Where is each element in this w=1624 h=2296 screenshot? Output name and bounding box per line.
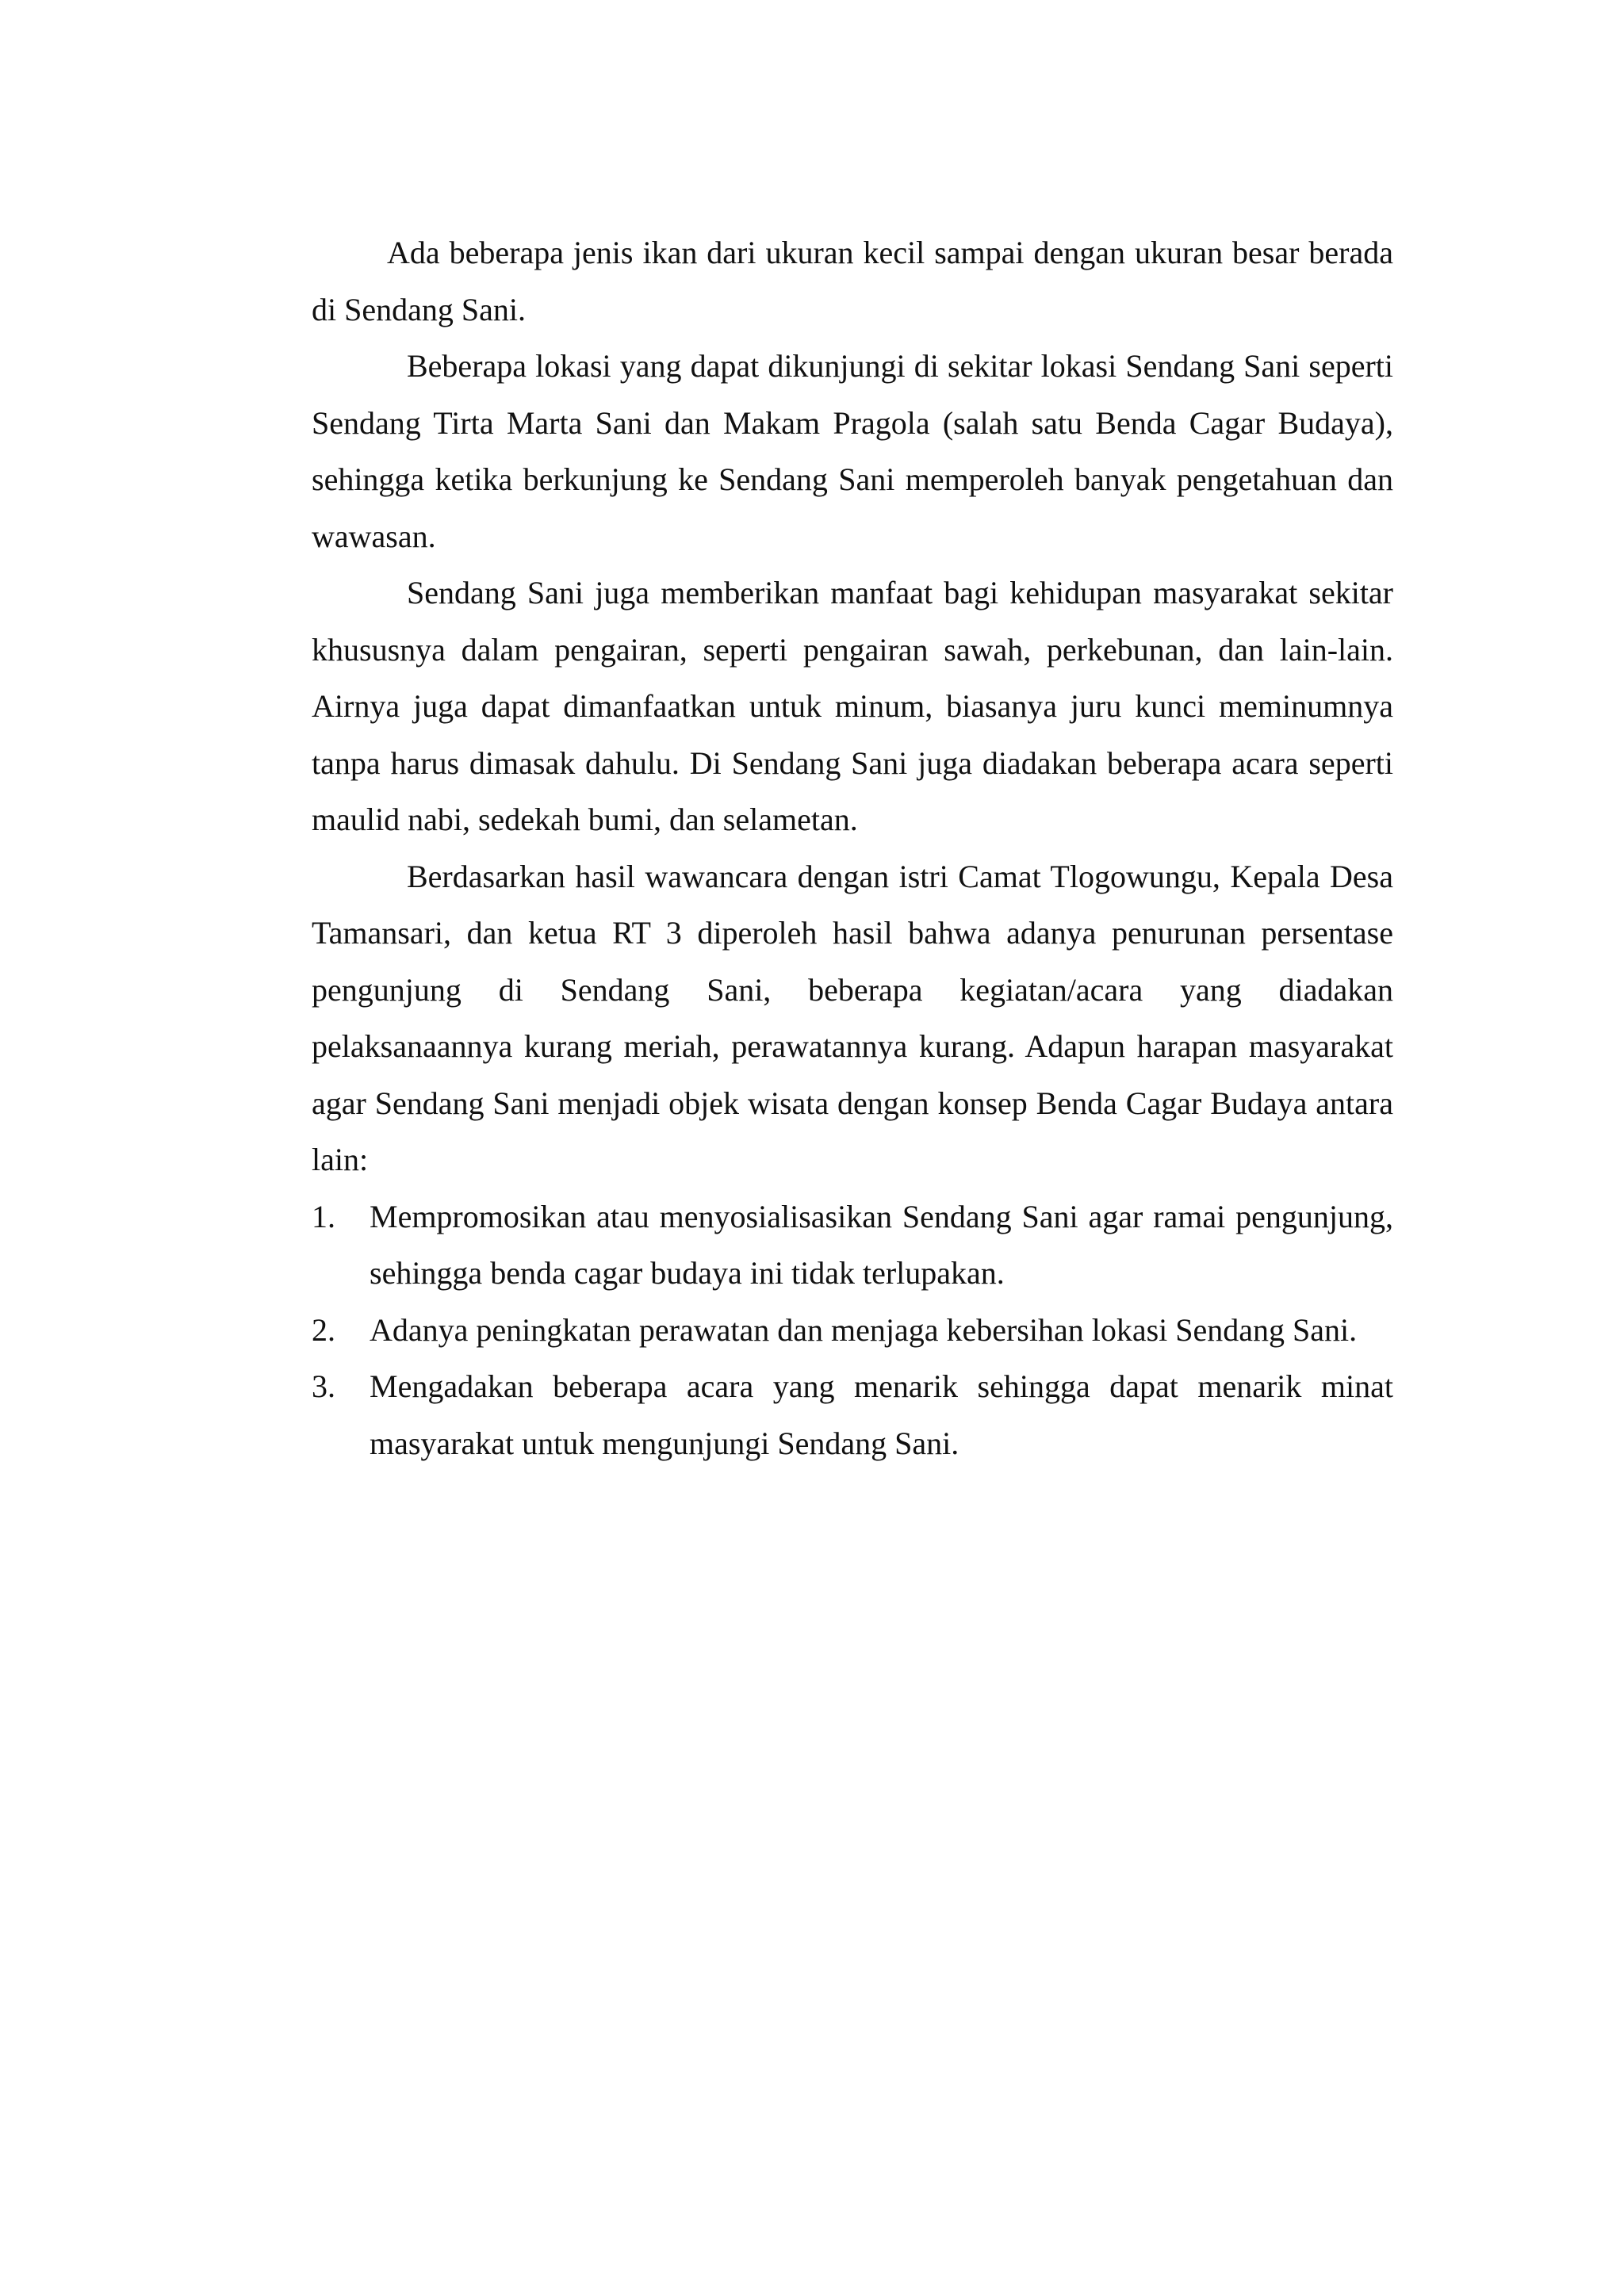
paragraph-fish: Ada beberapa jenis ikan dari ukuran kecil sampai dengan ukuran besar berada di Sendang Sani. [312,235,1393,327]
document-body [312,224,1393,1471]
list-item [312,1358,1393,1471]
list-item [312,1188,1393,1302]
list-text: Mengadakan beberapa acara yang menarik sehingga dapat menarik minat masyarakat untuk mengunjungi Sendang Sani. [370,1368,1393,1461]
paragraph-interview: Berdasarkan hasil wawancara dengan istri Camat Tlogowungu, Kepala Desa Tamansari, dan ketua RT 3 diperoleh hasil bahwa adanya penurunan persentase pengunjung di Sendang Sani, beberapa kegiatan/acara yang diadakan pelaksanaannya kurang meriah, perawatannya kurang. Adapun harapan masyarakat agar Sendang Sani menjadi objek wisata dengan konsep Benda Cagar Budaya antara lain: [312,858,1393,1177]
list-text: Mempromosikan atau menyosialisasikan Sendang Sani agar ramai pengunjung, sehingga benda cagar budaya ini tidak terlupakan. [370,1198,1393,1291]
list-text: Adanya peningkatan perawatan dan menjaga kebersihan lokasi Sendang Sani. [370,1311,1358,1348]
list-item [312,1302,1393,1359]
list-number: 1. [312,1198,335,1234]
paragraph-benefits: Sendang Sani juga memberikan manfaat bagi kehidupan masyarakat sekitar khususnya dalam pengairan, seperti pengairan sawah, perkebunan, dan lain-lain. Airnya juga dapat dimanfaatkan untuk minum, biasanya juru kunci meminumnya tanpa harus dimasak dahulu. Di Sendang Sani juga diadakan beberapa acara seperti maulid nabi, sedekah bumi, dan selametan. [312,575,1393,837]
list-number: 2. [312,1311,335,1348]
paragraph-locations: Beberapa lokasi yang dapat dikunjungi di sekitar lokasi Sendang Sani seperti Sendang Tirta Marta Sani dan Makam Pragola (salah satu Benda Cagar Budaya), sehingga ketika berkunjung ke Sendang Sani memperoleh banyak pengetahuan dan wawasan. [312,348,1393,554]
list-number: 3. [312,1368,335,1404]
hopes-list [312,1188,1393,1472]
